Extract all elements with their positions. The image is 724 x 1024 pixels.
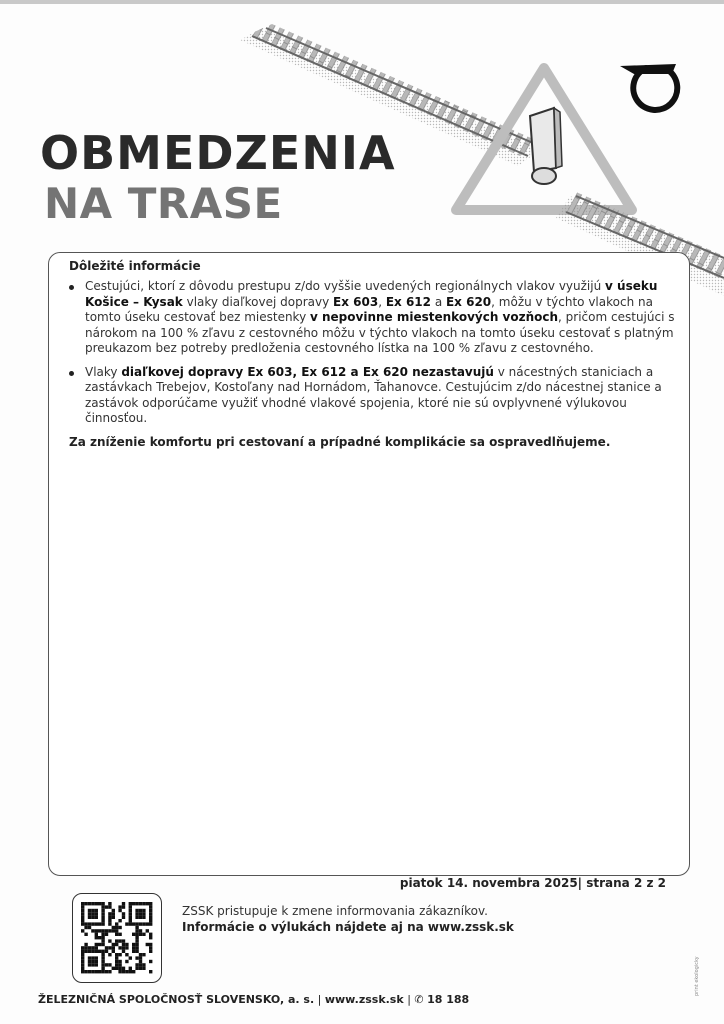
qr-module: [91, 909, 94, 912]
qr-module: [95, 963, 98, 966]
qr-module: [118, 970, 121, 973]
qr-module: [101, 970, 104, 973]
panel-heading: Dôležité informácie: [69, 259, 201, 273]
qr-module: [101, 967, 104, 970]
qr-module: [88, 963, 91, 966]
qr-module: [84, 926, 87, 929]
qr-module: [139, 933, 142, 936]
qr-module: [125, 953, 128, 956]
qr-module: [101, 933, 104, 936]
qr-module: [129, 956, 132, 959]
qr-module: [81, 916, 84, 919]
qr-module: [118, 909, 121, 912]
qr-module: [149, 946, 152, 949]
qr-module: [125, 943, 128, 946]
qr-module: [132, 950, 135, 953]
qr-module: [112, 909, 115, 912]
qr-module: [95, 946, 98, 949]
qr-module: [101, 909, 104, 912]
qr-module: [81, 970, 84, 973]
qr-module: [118, 963, 121, 966]
qr-module: [105, 946, 108, 949]
qr-module: [118, 933, 121, 936]
qr-module: [81, 946, 84, 949]
qr-module: [98, 950, 101, 953]
qr-module: [139, 929, 142, 932]
qr-module: [105, 970, 108, 973]
zssk-logo-icon: [620, 64, 677, 110]
qr-module: [115, 933, 118, 936]
qr-module: [108, 970, 111, 973]
qr-module: [129, 970, 132, 973]
page-title: OBMEDZENIA: [40, 126, 396, 180]
qr-module: [149, 936, 152, 939]
qr-module: [142, 963, 145, 966]
qr-module: [108, 939, 111, 942]
qr-module: [84, 902, 87, 905]
qr-module: [95, 960, 98, 963]
qr-module: [149, 943, 152, 946]
qr-module: [88, 922, 91, 925]
qr-module: [81, 922, 84, 925]
qr-module: [88, 926, 91, 929]
qr-module: [112, 926, 115, 929]
qr-module: [118, 953, 121, 956]
qr-module: [135, 929, 138, 932]
qr-module: [88, 950, 91, 953]
body-text: Vlaky: [85, 364, 122, 379]
body-text: , môžu v týchto vlakoch na tomto úseku cestovať bez miestenky: [85, 294, 653, 324]
qr-module: [132, 970, 135, 973]
qr-module: [135, 967, 138, 970]
phone-icon: ✆: [414, 993, 424, 1006]
qr-module: [149, 912, 152, 915]
body-text: vlaky diaľkovej dopravy: [182, 294, 334, 309]
qr-module: [108, 946, 111, 949]
qr-module: [112, 912, 115, 915]
qr-module: [115, 967, 118, 970]
company-name: ŽELEZNIČNÁ SPOLOČNOSŤ SLOVENSKO, a. s.: [38, 993, 315, 1006]
qr-module: [139, 953, 142, 956]
qr-module: [142, 933, 145, 936]
qr-module: [149, 960, 152, 963]
qr-module: [139, 960, 142, 963]
qr-code-frame: [72, 893, 162, 983]
qr-module: [91, 956, 94, 959]
qr-module: [149, 909, 152, 912]
qr-module: [135, 916, 138, 919]
qr-module: [115, 922, 118, 925]
qr-module: [88, 912, 91, 915]
qr-module: [101, 905, 104, 908]
qr-module: [84, 933, 87, 936]
qr-module: [142, 922, 145, 925]
qr-module: [95, 933, 98, 936]
date-page-label: piatok 14. novembra 2025| strana 2 z 2: [399, 876, 666, 890]
emphasis-text: Ex 603: [333, 294, 379, 309]
qr-module: [98, 902, 101, 905]
qr-module: [105, 950, 108, 953]
separator: |: [317, 993, 325, 1006]
qr-module: [101, 936, 104, 939]
qr-module: [115, 956, 118, 959]
qr-module: [98, 943, 101, 946]
qr-module: [91, 960, 94, 963]
qr-module: [118, 905, 121, 908]
qr-module: [139, 912, 142, 915]
emphasis-text: Ex 620: [445, 294, 492, 309]
qr-module: [135, 902, 138, 905]
qr-module: [135, 950, 138, 953]
qr-module: [139, 922, 142, 925]
qr-module: [88, 909, 91, 912]
qr-module: [101, 963, 104, 966]
qr-module: [95, 922, 98, 925]
qr-module: [81, 950, 84, 953]
qr-module: [115, 939, 118, 942]
separator: |: [407, 993, 415, 1006]
qr-module: [122, 950, 125, 953]
qr-module: [98, 929, 101, 932]
qr-module: [135, 963, 138, 966]
qr-module: [101, 953, 104, 956]
qr-module: [95, 916, 98, 919]
qr-module: [118, 939, 121, 942]
qr-module: [122, 943, 125, 946]
qr-module: [118, 967, 121, 970]
qr-module: [91, 929, 94, 932]
qr-module: [139, 909, 142, 912]
qr-module: [135, 946, 138, 949]
qr-module: [112, 946, 115, 949]
company-phone: 18 188: [427, 993, 470, 1006]
qr-module: [122, 912, 125, 915]
qr-module: [95, 936, 98, 939]
qr-module: [88, 902, 91, 905]
qr-module: [84, 950, 87, 953]
qr-module: [88, 970, 91, 973]
qr-module: [139, 963, 142, 966]
qr-module: [122, 970, 125, 973]
qr-module: [95, 902, 98, 905]
qr-module: [122, 905, 125, 908]
qr-module: [149, 919, 152, 922]
qr-module: [122, 939, 125, 942]
qr-module: [118, 926, 121, 929]
qr-module: [132, 946, 135, 949]
qr-module: [118, 960, 121, 963]
qr-module: [146, 943, 149, 946]
qr-module: [105, 905, 108, 908]
qr-module: [101, 912, 104, 915]
qr-module: [129, 912, 132, 915]
qr-module: [101, 902, 104, 905]
qr-module: [95, 970, 98, 973]
qr-module: [88, 956, 91, 959]
body-text: , pričom cestujúci s nárokom na 100 % zľavu z cestovného môžu v týchto vlakoch na tomto úseku cestovať s platným preukazom bez potreby predloženia cestovného lístka na 100 % zľavu z cestovného.: [85, 310, 675, 355]
list-item: [67, 365, 677, 427]
qr-module: [84, 922, 87, 925]
qr-module: [81, 905, 84, 908]
qr-module: [122, 902, 125, 905]
qr-module: [115, 926, 118, 929]
qr-module: [91, 912, 94, 915]
qr-module: [112, 916, 115, 919]
qr-module: [84, 946, 87, 949]
qr-module: [95, 950, 98, 953]
qr-module: [108, 953, 111, 956]
qr-module: [149, 916, 152, 919]
qr-module: [81, 919, 84, 922]
qr-module: [139, 902, 142, 905]
qr-module: [101, 960, 104, 963]
qr-module: [95, 943, 98, 946]
qr-module: [125, 946, 128, 949]
qr-module: [115, 953, 118, 956]
qr-module: [88, 960, 91, 963]
qr-module: [91, 970, 94, 973]
list-item: [67, 279, 677, 357]
apology-note: Za zníženie komfortu pri cestovaní a prípadné komplikácie sa ospravedlňujeme.: [69, 435, 611, 449]
qr-module: [101, 922, 104, 925]
qr-module: [135, 926, 138, 929]
qr-module: [142, 916, 145, 919]
qr-module: [98, 970, 101, 973]
qr-module: [81, 902, 84, 905]
qr-module: [142, 912, 145, 915]
emphasis-text: v úseku Košice – Kysak: [85, 279, 658, 309]
qr-module: [135, 939, 138, 942]
qr-module: [105, 963, 108, 966]
qr-module: [135, 933, 138, 936]
qr-module: [149, 905, 152, 908]
qr-module: [129, 909, 132, 912]
qr-module: [91, 916, 94, 919]
emphasis-text: v nepovinne miestenkových vozňoch: [310, 310, 559, 324]
qr-module: [108, 963, 111, 966]
qr-module: [135, 956, 138, 959]
qr-module: [101, 950, 104, 953]
qr-module: [112, 967, 115, 970]
eco-print-tag: print ekologicky: [694, 956, 700, 996]
qr-module: [98, 936, 101, 939]
qr-module: [132, 933, 135, 936]
emphasis-text: diaľkovej dopravy Ex 603, Ex 612 a Ex 620 nezastavujú: [121, 364, 494, 379]
qr-module: [135, 912, 138, 915]
qr-code-icon: [73, 894, 161, 982]
qr-module: [91, 950, 94, 953]
qr-module: [139, 967, 142, 970]
qr-module: [142, 953, 145, 956]
qr-module: [149, 922, 152, 925]
qr-module: [118, 946, 121, 949]
qr-module: [142, 902, 145, 905]
qr-module: [81, 909, 84, 912]
body-text: a: [431, 294, 446, 309]
qr-module: [135, 936, 138, 939]
qr-module: [88, 916, 91, 919]
qr-module: [81, 956, 84, 959]
qr-module: [91, 922, 94, 925]
qr-module: [84, 970, 87, 973]
qr-module: [101, 939, 104, 942]
qr-module: [122, 916, 125, 919]
qr-module: [81, 953, 84, 956]
qr-module: [122, 967, 125, 970]
qr-module: [101, 916, 104, 919]
qr-module: [149, 970, 152, 973]
qr-module: [142, 909, 145, 912]
qr-module: [146, 902, 149, 905]
qr-module: [95, 912, 98, 915]
qr-module: [115, 960, 118, 963]
qr-module: [81, 963, 84, 966]
qr-module: [98, 922, 101, 925]
qr-module: [146, 929, 149, 932]
qr-module: [115, 963, 118, 966]
qr-module: [149, 950, 152, 953]
info-panel: [48, 252, 690, 876]
info-list: [67, 279, 677, 435]
qr-module: [95, 929, 98, 932]
qr-module: [146, 922, 149, 925]
qr-module: [129, 905, 132, 908]
qr-module: [112, 929, 115, 932]
qr-module: [129, 919, 132, 922]
qr-module: [129, 922, 132, 925]
company-footer: [38, 993, 469, 1006]
qr-module: [88, 946, 91, 949]
qr-module: [115, 943, 118, 946]
qr-module: [81, 912, 84, 915]
qr-module: [132, 902, 135, 905]
qr-module: [135, 922, 138, 925]
qr-module: [122, 946, 125, 949]
qr-module: [118, 919, 121, 922]
qr-module: [105, 933, 108, 936]
qr-module: [101, 929, 104, 932]
qr-module: [95, 956, 98, 959]
qr-module: [112, 950, 115, 953]
qr-module: [101, 943, 104, 946]
qr-module: [139, 956, 142, 959]
qr-module: [129, 967, 132, 970]
qr-module: [132, 943, 135, 946]
qr-module: [91, 946, 94, 949]
emphasis-text: Ex 612: [385, 294, 431, 309]
qr-module: [108, 922, 111, 925]
qr-module: [125, 970, 128, 973]
qr-module: [142, 967, 145, 970]
body-text: ,: [378, 294, 386, 309]
qr-module: [108, 912, 111, 915]
website-notice-line: Informácie o výlukách nájdete aj na www.zssk.sk: [182, 920, 514, 934]
qr-module: [81, 960, 84, 963]
qr-module: [132, 922, 135, 925]
qr-module: [105, 929, 108, 932]
qr-module: [125, 922, 128, 925]
qr-module: [149, 933, 152, 936]
body-text: v nácestných staniciach a zastávkach Trebejov, Kostoľany nad Hornádom, Ťahanovce. Cestujúcim z/do nácestnej stanice a zastávok odporúčame využiť vhodné vlakové spojenia, ktoré nie sú ovplyvnené výlukovou činnosťou.: [85, 364, 662, 425]
qr-module: [81, 967, 84, 970]
qr-module: [108, 929, 111, 932]
qr-module: [101, 919, 104, 922]
qr-module: [112, 943, 115, 946]
qr-module: [108, 916, 111, 919]
qr-module: [139, 916, 142, 919]
body-text: Cestujúci, ktorí z dôvodu prestupu z/do vyššie uvedených regionálnych vlakov využijú: [85, 279, 606, 293]
qr-module: [149, 902, 152, 905]
qr-module: [81, 929, 84, 932]
qr-module: [108, 919, 111, 922]
qr-module: [108, 905, 111, 908]
qr-module: [129, 916, 132, 919]
qr-module: [125, 960, 128, 963]
company-website[interactable]: www.zssk.sk: [324, 993, 404, 1006]
qr-module: [135, 943, 138, 946]
qr-module: [91, 902, 94, 905]
qr-module: [135, 909, 138, 912]
qr-module: [101, 956, 104, 959]
page-subtitle: NA TRASE: [44, 179, 283, 228]
qr-module: [108, 902, 111, 905]
qr-module: [95, 909, 98, 912]
qr-module: [84, 943, 87, 946]
qr-module: [129, 902, 132, 905]
qr-module: [91, 963, 94, 966]
qr-module: [115, 929, 118, 932]
notice-line: ZSSK pristupuje k zmene informovania zákazníkov.: [182, 904, 488, 918]
